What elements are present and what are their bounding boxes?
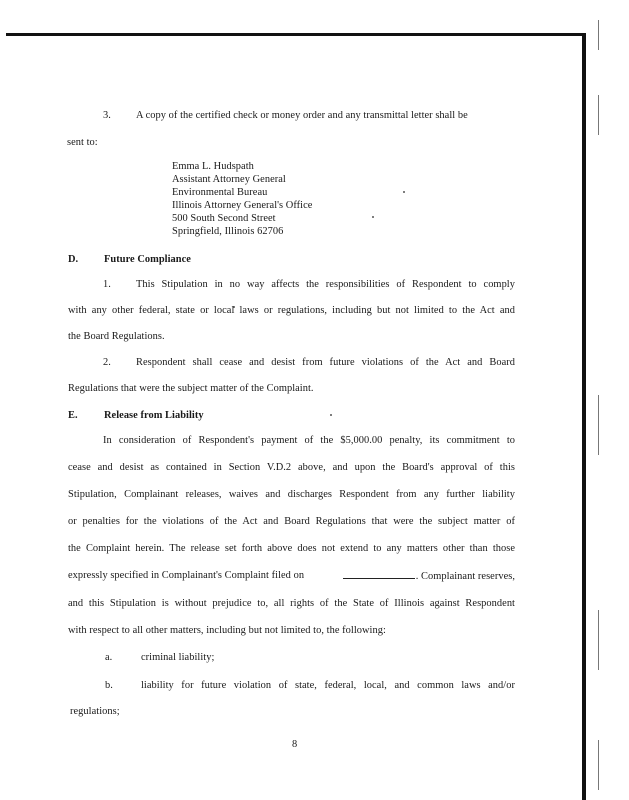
- d-item-2-line: Regulations that were the subject matter of the Complaint.: [68, 383, 314, 394]
- section-e-heading: Release from Liability: [104, 410, 204, 421]
- scan-border-right: [582, 33, 586, 800]
- scan-edge-mark: [598, 610, 599, 670]
- address-line: Illinois Attorney General's Office: [172, 200, 313, 211]
- scan-border-top: [6, 33, 586, 36]
- section-d-letter: D.: [68, 254, 79, 265]
- scan-edge-mark: [598, 740, 599, 790]
- address-line: Assistant Attorney General: [172, 174, 286, 185]
- item-a-text: criminal liability;: [141, 652, 215, 663]
- release-para-line: and this Stipulation is without prejudice to, all rights of the State of Illinois against Respondent: [68, 598, 515, 609]
- release-para-line: or penalties for the violations of the Act and Board Regulations that were the subject matter of: [68, 516, 515, 527]
- release-para-line: In consideration of Respondent's payment of the $5,000.00 penalty, its commitment to: [103, 435, 515, 446]
- page-number: 8: [292, 739, 298, 750]
- item-b-letter: b.: [105, 680, 113, 691]
- release-para-line: the Complaint herein. The release set forth above does not extend to any matters other than those: [68, 543, 515, 554]
- d-item-1-number: 1.: [103, 279, 111, 290]
- release-para-line: Stipulation, Complainant releases, waives and discharges Respondent from any further liability: [68, 489, 515, 500]
- item-b-line: liability for future violation of state, federal, local, and common laws and/or: [141, 680, 515, 691]
- d-item-2-line: Respondent shall cease and desist from future violations of the Act and Board: [136, 357, 515, 368]
- d-item-1-line: the Board Regulations.: [68, 331, 165, 342]
- release-para-line: cease and desist as contained in Section V.D.2 above, and upon the Board's approval of this: [68, 462, 515, 473]
- scan-edge-mark: [598, 20, 599, 50]
- release-para-line: with respect to all other matters, including but not limited to, the following:: [68, 625, 386, 636]
- d-item-1-line: with any other federal, state or local laws or regulations, including but not limited to the Act and: [68, 305, 515, 316]
- scan-speck: [372, 216, 374, 218]
- item-b-line: regulations;: [70, 706, 120, 717]
- complainant-reserves-text: . Complainant reserves,: [415, 571, 515, 582]
- address-line: Springfield, Illinois 62706: [172, 226, 284, 237]
- release-para-line-filed-on: [68, 569, 515, 583]
- scan-edge-mark: [598, 395, 599, 455]
- d-item-2-number: 2.: [103, 357, 111, 368]
- scan-speck: [330, 414, 332, 416]
- item-3-continuation: sent to:: [67, 137, 98, 148]
- d-item-1-line: This Stipulation in no way affects the responsibilities of Respondent to comply: [136, 279, 515, 290]
- item-3-number: 3.: [103, 110, 111, 121]
- filed-date-blank: [343, 569, 415, 579]
- item-3-text: A copy of the certified check or money order and any transmittal letter shall be: [136, 110, 468, 121]
- filed-on-blank-group: [342, 569, 515, 583]
- address-line: Environmental Bureau: [172, 187, 268, 198]
- address-line: 500 South Second Street: [172, 213, 276, 224]
- scan-edge-mark: [598, 95, 599, 135]
- filed-on-text: expressly specified in Complainant's Complaint filed on: [68, 570, 305, 581]
- section-d-heading: Future Compliance: [104, 254, 191, 265]
- address-line: Emma L. Hudspath: [172, 161, 254, 172]
- section-e-letter: E.: [68, 410, 78, 421]
- item-a-letter: a.: [105, 652, 113, 663]
- scan-speck: [403, 191, 405, 193]
